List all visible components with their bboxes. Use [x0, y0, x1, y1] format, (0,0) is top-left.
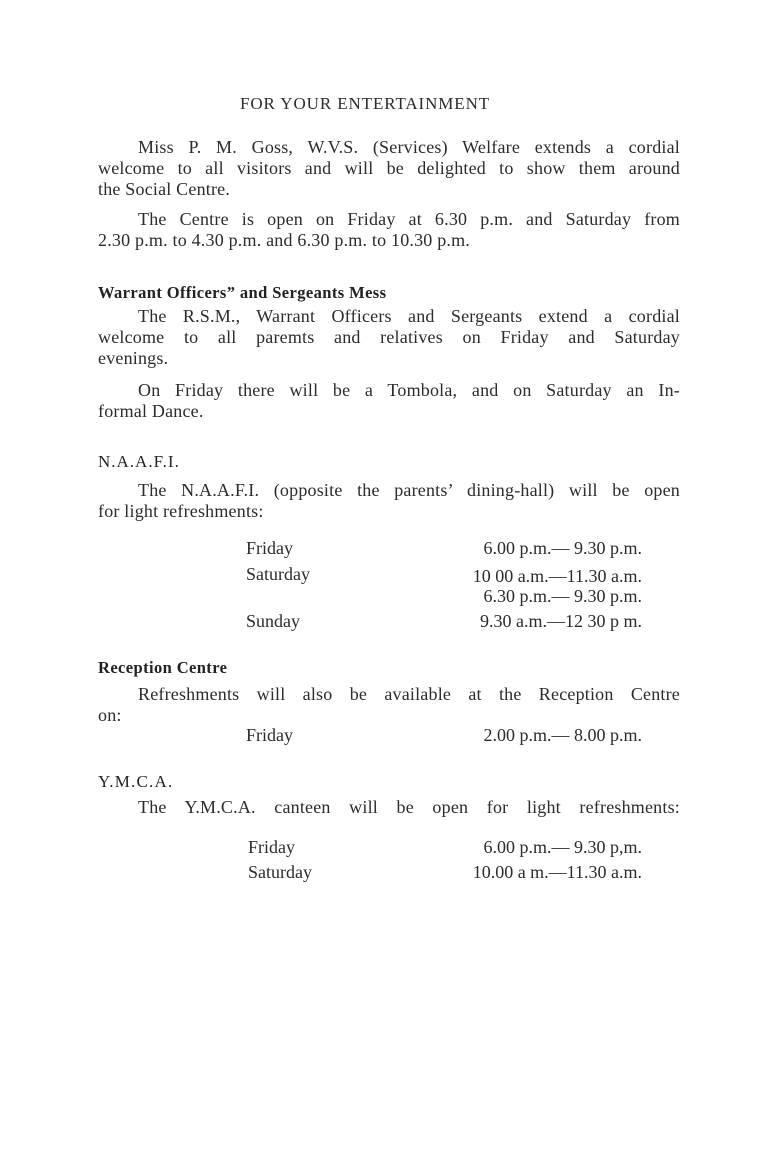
intro-line: the Social Centre. [98, 179, 231, 199]
ymca-paragraph [98, 797, 680, 818]
page-title: FOR YOUR ENTERTAINMENT [240, 94, 491, 113]
naafi-paragraph [98, 480, 680, 522]
naafi-time: 9.30 a.m.—12 30 p m. [480, 611, 642, 631]
mess-line: welcome to all paremts and relatives on Friday and Saturday [98, 327, 680, 347]
reception-day: Friday [246, 725, 293, 745]
naafi-line: for light refreshments: [98, 501, 264, 521]
naafi-day: Friday [246, 538, 293, 558]
mess-line: evenings. [98, 348, 169, 368]
mess-line: formal Dance. [98, 401, 204, 421]
naafi-line: The N.A.A.F.I. (opposite the parents’ dining-hall) will be open [138, 480, 680, 500]
ymca-heading: Y.M.C.A. [98, 772, 174, 791]
reception-time: 2.00 p.m.— 8.00 p.m. [483, 725, 642, 745]
naafi-day: Saturday [246, 564, 310, 584]
ymca-time: 6.00 p.m.— 9.30 p,m. [483, 837, 642, 857]
mess-events-paragraph [98, 380, 680, 422]
reception-line: Refreshments will also be available at the Reception Centre [138, 684, 680, 704]
mess-line: The R.S.M., Warrant Officers and Sergeants extend a cordial [138, 306, 680, 326]
hours-line: The Centre is open on Friday at 6.30 p.m. and Saturday from [138, 209, 680, 229]
intro-paragraph [98, 137, 680, 200]
ymca-line: The Y.M.C.A. canteen will be open for light refreshments: [138, 797, 680, 817]
ymca-day: Friday [248, 837, 295, 857]
naafi-time: 6.30 p.m.— 9.30 p.m. [483, 586, 642, 606]
naafi-time: 6.00 p.m.— 9.30 p.m. [483, 538, 642, 558]
centre-hours-paragraph [98, 209, 680, 251]
mess-line: On Friday there will be a Tombola, and on Saturday an In- [138, 380, 680, 400]
naafi-heading: N.A.A.F.I. [98, 452, 180, 471]
naafi-time: 10 00 a.m.—11.30 a.m. [472, 566, 642, 586]
reception-paragraph [98, 684, 680, 726]
intro-line: Miss P. M. Goss, W.V.S. (Services) Welfare extends a cordial [138, 137, 680, 157]
reception-line: on: [98, 705, 122, 725]
reception-heading: Reception Centre [98, 658, 228, 677]
naafi-day: Sunday [246, 611, 300, 631]
intro-line: welcome to all visitors and will be delighted to show them around [98, 158, 680, 178]
ymca-day: Saturday [248, 862, 312, 882]
mess-paragraph [98, 306, 680, 369]
hours-line: 2.30 p.m. to 4.30 p.m. and 6.30 p.m. to 10.30 p.m. [98, 230, 470, 250]
mess-heading: Warrant Officers” and Sergeants Mess [98, 283, 387, 302]
ymca-time: 10.00 a m.—11.30 a.m. [472, 862, 642, 882]
